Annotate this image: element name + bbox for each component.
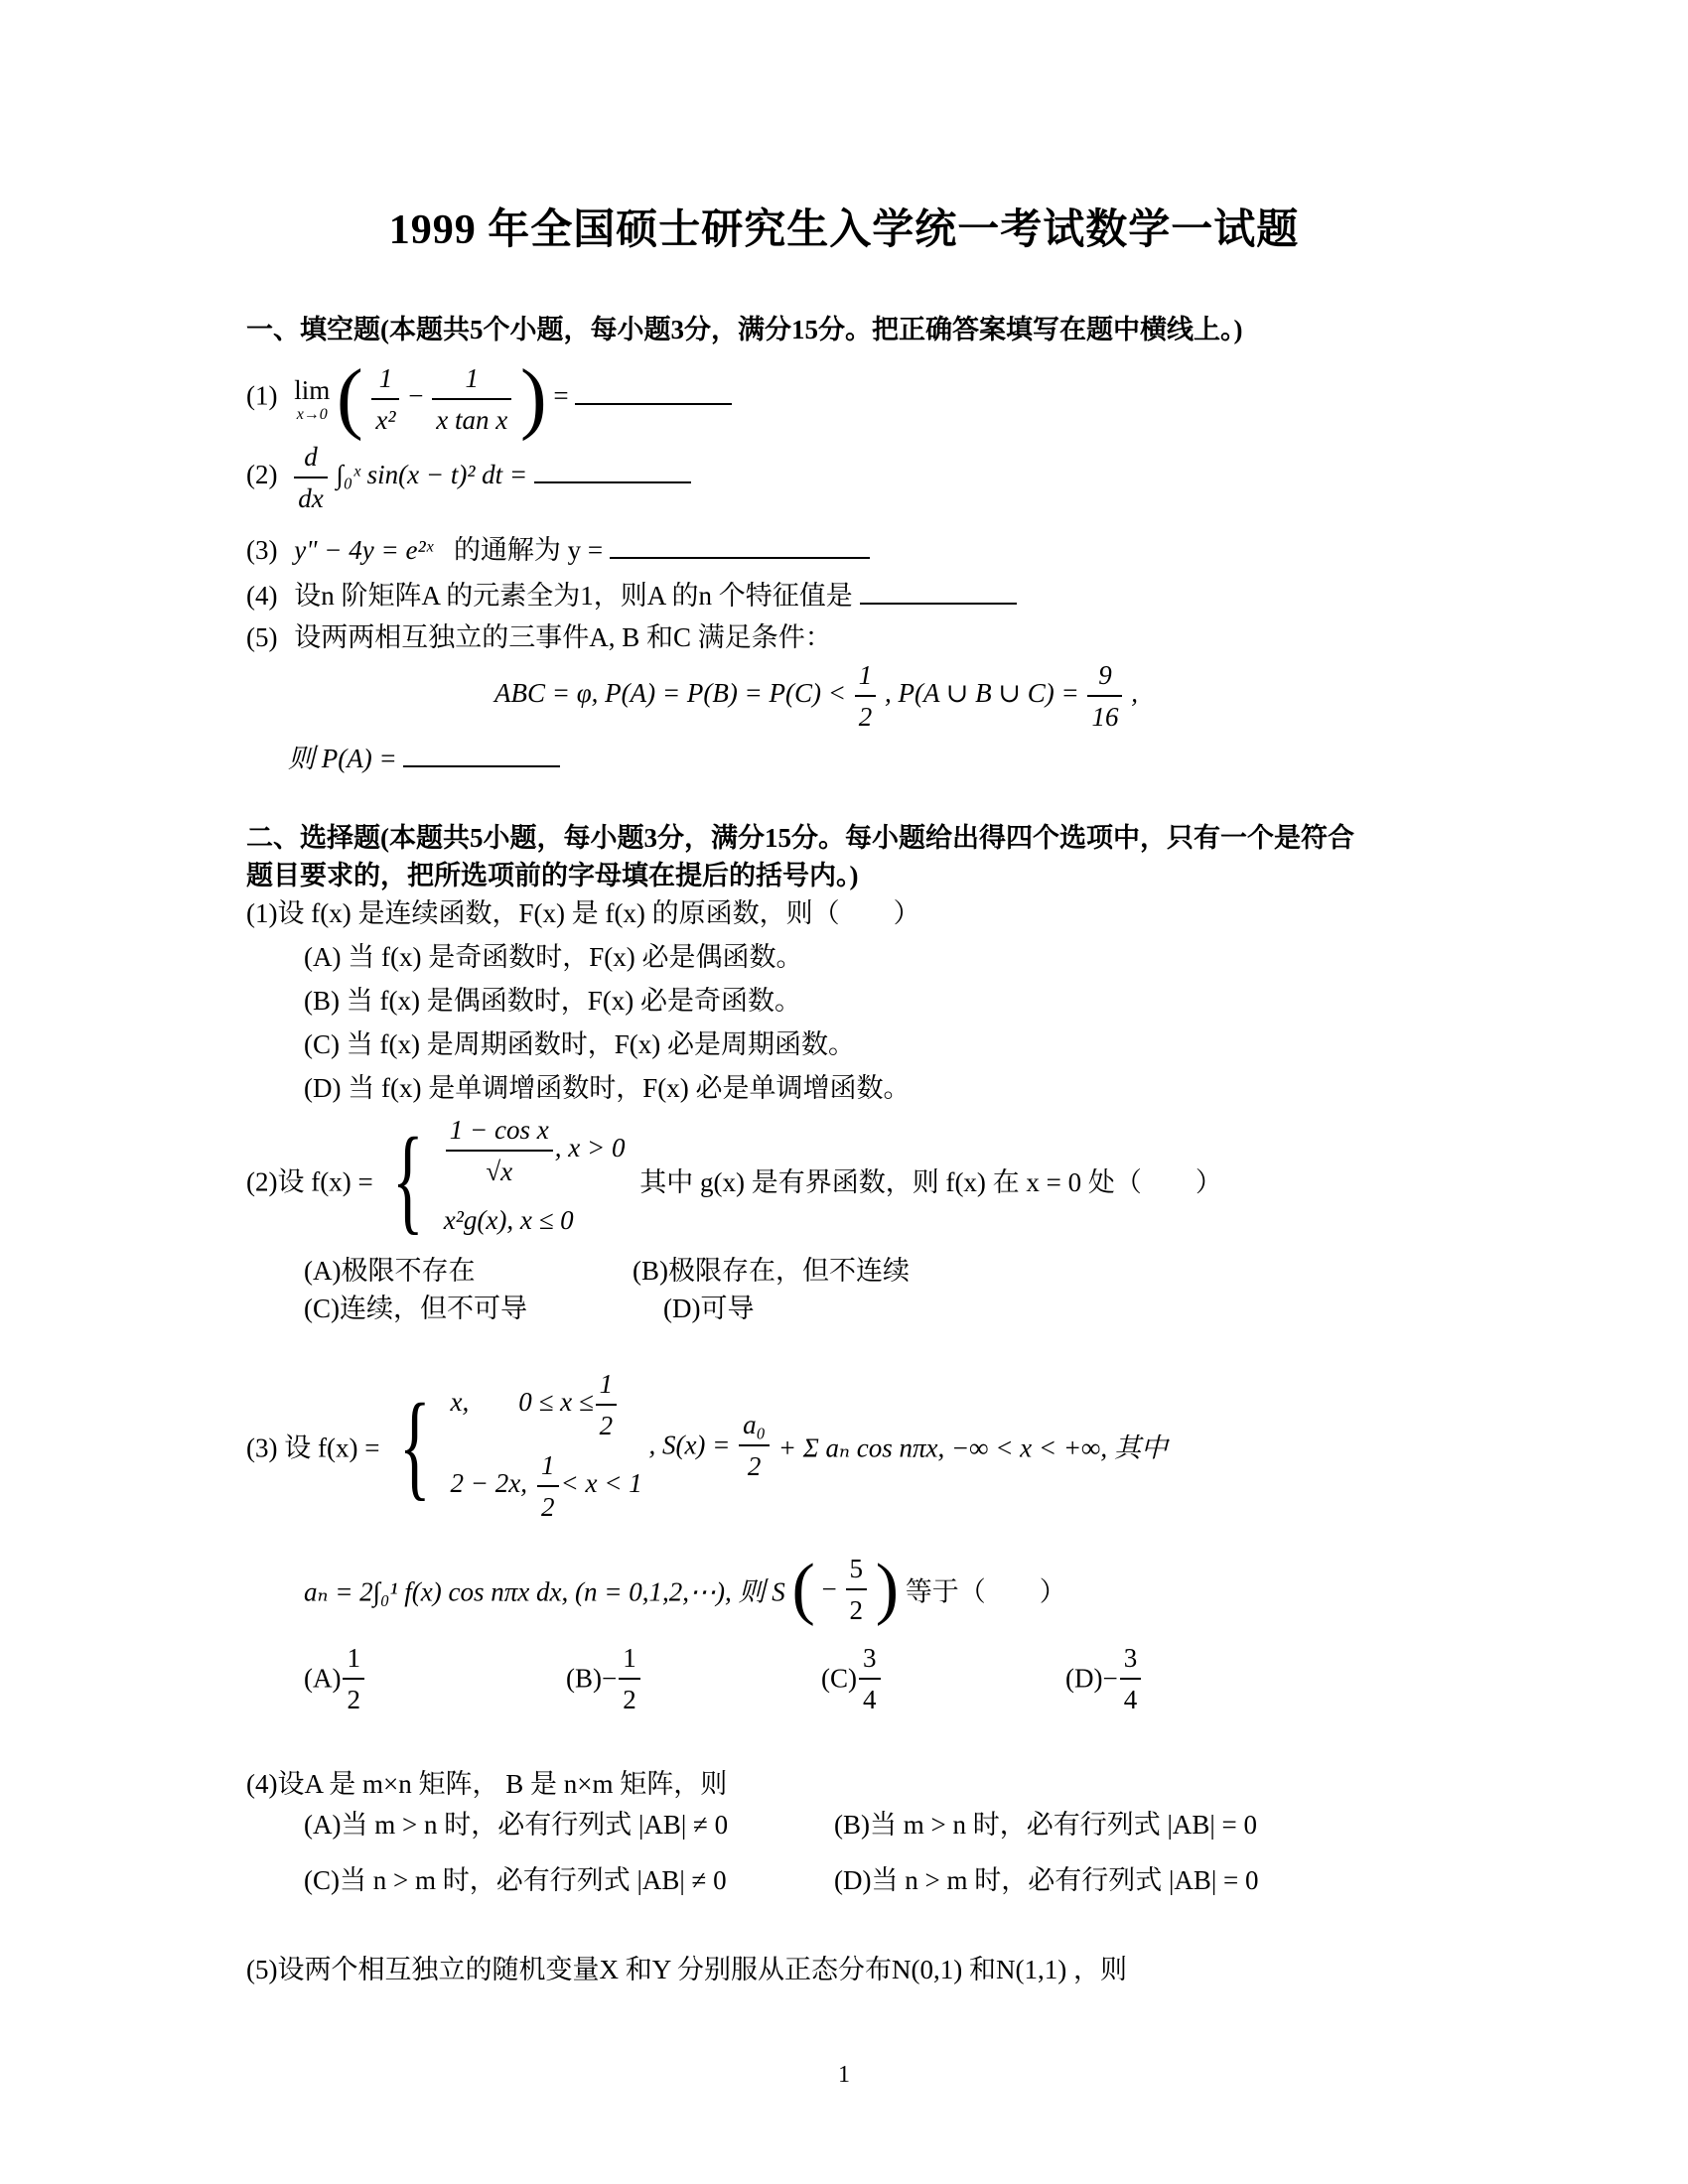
choice-q1-option-a: (A) 当 f(x) 是奇函数时，F(x) 必是偶函数。 [304,942,803,972]
fill-q5-answer: 则 P(A) = [288,737,560,775]
choice-q3-option-d: (D)− $\frac{3}{4}$ [1065,1638,1143,1719]
choice-q4-stem: (4)设A 是 m×n 矩阵， B 是 n×m 矩阵，则 [246,1769,728,1799]
fraction: $\frac{\text{1 − cos x}}{√x}$ [446,1110,553,1191]
fill-q3: (3) y" − 4y = e²ˣ 的通解为 y = [246,528,870,567]
fraction: $\frac{\text{a₀}}{2}$ [739,1405,770,1486]
equation: y" − 4y = e²ˣ [294,535,434,565]
derivative-operator: $\frac{d}{dx}$ [294,437,327,518]
choice-q3-option-b: (B)− $\frac{1}{2}$ [566,1638,642,1719]
left-paren: ( [337,354,363,442]
choice-q2-option-c: (C)连续，但不可导 [304,1294,527,1323]
section-choice-header-cont: 题目要求的，把所选项前的字母填在提后的括号内。) [246,861,859,890]
fraction: $\frac{9}{16}$ [1087,655,1122,737]
choice-q1-option-c: (C) 当 f(x) 是周期函数时，F(x) 必是周期函数。 [304,1029,855,1059]
choice-q1-option-b: (B) 当 f(x) 是偶函数时，F(x) 必是奇函数。 [304,986,801,1016]
fraction: $\frac{3}{4}$ [1120,1638,1142,1719]
piecewise-cases: $\frac{\text{1 − cos x}}{√x}$ , x > 0 x²g(x), x ≤ 0 [444,1110,626,1249]
fraction: $\frac{3}{4}$ [859,1638,881,1719]
fraction: $\frac{1}{\text{x tan x}}$ [432,358,511,440]
fraction: $\frac{1}{\text{x²}}$ [371,358,399,440]
fill-q1: (1) lim x→0 ( $\frac{1}{\text{x²}}$ − $\frac{1}{\text{x tan x}}$ ) = [246,353,732,444]
fraction: $\frac{1}{2}$ [596,1364,618,1445]
answer-blank[interactable] [534,456,691,483]
choice-q1-stem: (1)设 f(x) 是连续函数，F(x) 是 f(x) 的原函数，则（ ） [246,898,920,928]
question-number: (2) [246,460,278,490]
fraction: $\frac{1}{2}$ [855,655,877,737]
choice-q4-option-d: (D)当 n > m 时，必有行列式 |AB| = 0 [834,1865,1259,1895]
page-number: 1 [838,2062,850,2088]
left-brace: { [399,1379,431,1511]
left-paren: ( [791,1551,815,1627]
limit-operator: lim x→0 [294,374,331,423]
choice-q3: (3) 设 f(x) = { x, 0 ≤ x ≤ $\frac{1}{2}$ 2 − 2x, $\frac{1}{2}$ < x < 1 , S(x) = $\frac{\text{a₀}}{2}$ + Σ aₙ cos nπx, −∞ < x < +∞, 其中 [246,1364,1168,1527]
section-fill-in-header: 一、填空题(本题共5个小题，每小题3分，满分15分。把正确答案填写在题中横线上。) [246,315,1243,344]
choice-q4-option-b: (B)当 m > n 时，必有行列式 |AB| = 0 [834,1810,1258,1840]
choice-q2: (2)设 f(x) = { $\frac{\text{1 − cos x}}{√x}$ , x > 0 x²g(x), x ≤ 0 其中 g(x) 是有界函数，则 f(x) 在 x = 0 处（ ） [246,1110,1222,1249]
fraction: $\frac{1}{2}$ [343,1638,364,1719]
integral-expression: ∫₀ˣ sin(x − t)² dt = [336,460,528,490]
answer-blank[interactable] [403,740,560,767]
answer-blank[interactable] [610,531,870,559]
fill-q5: (5) 设两两相互独立的三事件A, B 和C 满足条件： [246,622,832,652]
fill-q2 [246,437,691,518]
fraction: $\frac{1}{2}$ [619,1638,640,1719]
page-title: 1999 年全国硕士研究生入学统一考试数学一试题 [388,207,1300,253]
fraction: $\frac{1}{2}$ [537,1445,559,1527]
fill-q4: (4) 设n 阶矩阵A 的元素全为1，则A 的n 个特征值是 [246,574,1017,613]
question-number: (3) [246,535,278,565]
series-expression: + Σ aₙ cos nπx, −∞ < x < +∞, 其中 [777,1433,1168,1463]
choice-q5-stem: (5)设两个相互独立的随机变量X 和Y 分别服从正态分布N(0,1) 和N(1,1) ，则 [246,1955,1127,1984]
question-number: (5) [246,622,278,652]
answer-blank[interactable] [860,577,1017,605]
choice-q1-option-d: (D) 当 f(x) 是单调增函数时，F(x) 必是单调增函数。 [304,1073,911,1103]
right-paren: ) [875,1551,900,1627]
choice-q3-option-a: (A) $\frac{1}{2}$ [304,1638,366,1719]
choice-q4-option-a: (A)当 m > n 时，必有行列式 |AB| ≠ 0 [304,1810,729,1840]
choice-q3-option-c: (C) $\frac{3}{4}$ [821,1638,883,1719]
choice-q3-coefficient: aₙ = 2∫₀¹ f(x) cos nπx dx, (n = 0,1,2,⋯), 则 S ( − $\frac{5}{2}$ ) 等于（ ） [304,1549,1066,1630]
question-number: (4) [246,581,278,611]
choice-q2-option-a: (A)极限不存在 [304,1256,476,1286]
choice-q2-option-d: (D)可导 [663,1294,755,1323]
piecewise-cases: x, 0 ≤ x ≤ $\frac{1}{2}$ 2 − 2x, $\frac{1}{2}$ < x < 1 [451,1364,642,1527]
question-number: (1) [246,380,278,411]
answer-blank[interactable] [575,377,732,405]
section-choice-header: 二、选择题(本题共5小题，每小题3分，满分15分。每小题给出得四个选项中，只有一个是符合 [246,823,1354,853]
choice-q4-option-c: (C)当 n > m 时，必有行列式 |AB| ≠ 0 [304,1865,727,1895]
choice-q2-option-b: (B)极限存在，但不连续 [633,1256,910,1286]
condition-formula: ABC = φ, P(A) = P(B) = P(C) < $\frac{1}{2}$ , P(A ∪ B ∪ C) = $\frac{9}{16}$ , [494,655,1138,737]
left-brace: { [392,1113,425,1245]
fraction: $\frac{5}{2}$ [846,1549,868,1630]
right-paren: ) [519,354,547,442]
